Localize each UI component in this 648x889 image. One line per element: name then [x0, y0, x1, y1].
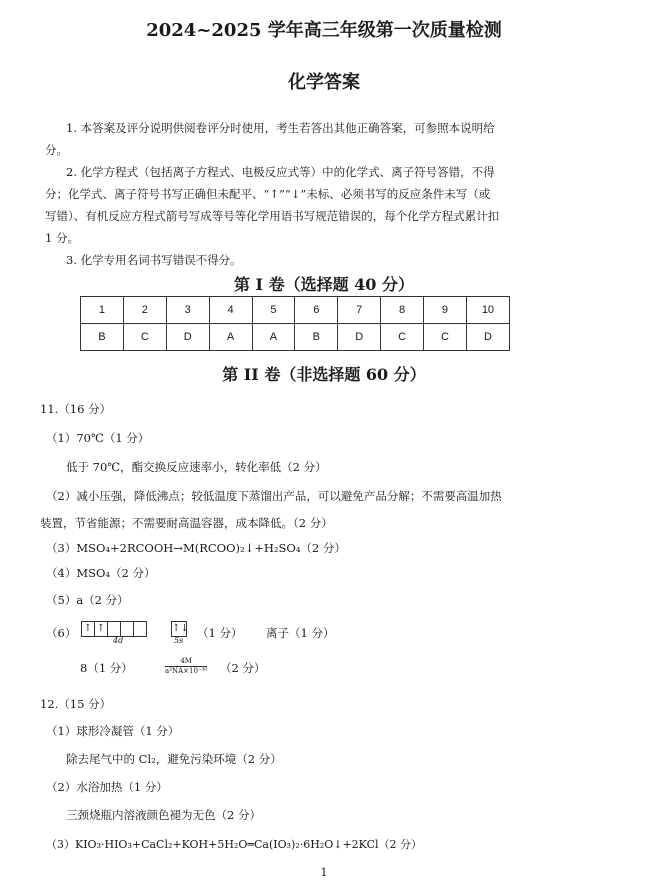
orbital-box: ↑ — [81, 621, 95, 637]
q11-part6-label: （6） — [46, 626, 77, 640]
question-number-cell: 2 — [123, 297, 166, 324]
q12-part1-detail: 除去尾气中的 Cl₂，避免污染环境（2 分） — [66, 752, 282, 766]
answer-cell: B — [295, 324, 338, 351]
orbital-diagram-4d — [82, 618, 147, 637]
page-number: 1 — [320, 866, 328, 879]
q11-part6-ion: 离子（1 分） — [266, 626, 335, 640]
q11-part2-line1: （2）减小压强，降低沸点；较低温度下蒸馏出产品，可以避免产品分解；不需要高温加热 — [46, 489, 502, 503]
orbital-box: ↑ — [94, 621, 108, 637]
answer-table — [80, 296, 510, 351]
question-number-cell: 8 — [381, 297, 424, 324]
answer-cell: C — [381, 324, 424, 351]
orbital-diagram-5s — [172, 618, 187, 637]
q11-part2-line2: 装置，节省能源；不需要耐高温容器，成本降低。（2 分） — [40, 516, 333, 530]
fraction — [165, 657, 207, 676]
orbital-box — [133, 621, 147, 637]
answer-cell: D — [338, 324, 381, 351]
answer-cell: C — [123, 324, 166, 351]
q11-part6-coordination: 8（1 分） — [80, 661, 133, 675]
question-number-cell: 3 — [166, 297, 209, 324]
q11-part6-score: （1 分） — [197, 626, 243, 640]
q12-heading: 12.（15 分） — [40, 697, 112, 711]
question-number-cell: 5 — [252, 297, 295, 324]
answer-table-number-row — [81, 297, 510, 324]
question-number-cell: 10 — [466, 297, 509, 324]
fraction-denominator: a³NA×10⁻³⁰ — [165, 667, 208, 675]
question-number-cell: 4 — [209, 297, 252, 324]
note-1a: 1. 本答案及评分说明供阅卷评分时使用，考生若答出其他正确答案，可参照本说明给 — [66, 121, 495, 135]
q11-part6-fraction-score: （2 分） — [220, 661, 266, 675]
fraction-numerator: 4M — [165, 657, 207, 667]
q12-part2: （2）水浴加热（1 分） — [46, 780, 168, 794]
q11-part1: （1）70℃（1 分） — [46, 431, 150, 445]
document-subtitle: 化学答案 — [288, 72, 360, 93]
note-2a: 2. 化学方程式（包括离子方程式、电极反应式等）中的化学式、离子符号答错，不得 — [66, 165, 495, 179]
q12-part1: （1）球形冷凝管（1 分） — [46, 724, 180, 738]
orbital-box — [107, 621, 121, 637]
answer-cell: B — [81, 324, 124, 351]
answer-cell: A — [209, 324, 252, 351]
note-3: 3. 化学专用名词书写错误不得分。 — [66, 253, 242, 267]
section1-title: 第 I 卷（选择题 40 分） — [233, 275, 415, 294]
note-2c: 写错）、有机反应方程式箭号写成等号等化学用语书写规范错误的，每个化学方程式累计扣 — [45, 209, 500, 223]
orbital-label-4d: 4d — [113, 636, 124, 645]
orbital-box — [120, 621, 134, 637]
answer-cell: A — [252, 324, 295, 351]
q12-part2-detail: 三颈烧瓶内溶液颜色褪为无色（2 分） — [66, 808, 261, 822]
q11-heading: 11.（16 分） — [40, 402, 112, 416]
density-fraction — [165, 656, 207, 676]
answer-cell: D — [166, 324, 209, 351]
q11-part1-detail: 低于 70℃，酯交换反应速率小，转化率低（2 分） — [66, 460, 327, 474]
answer-cell: D — [466, 324, 509, 351]
note-2b: 分；化学式、离子符号书写正确但未配平、“↑”“↓”未标、必须书写的反应条件未写（或 — [45, 187, 491, 201]
question-number-cell: 6 — [295, 297, 338, 324]
q12-part3: （3）KIO₃·HIO₃+CaCl₂+KOH+5H₂O═Ca(IO₃)₂·6H₂O↓+2KCl（2 分） — [46, 838, 423, 851]
question-number-cell: 7 — [338, 297, 381, 324]
q11-part5: （5）a（2 分） — [46, 593, 129, 607]
orbital-label-5s: 5s — [174, 636, 184, 645]
question-number-cell: 9 — [424, 297, 467, 324]
answer-cell: C — [424, 324, 467, 351]
note-1b: 分。 — [45, 143, 68, 157]
answer-table-answer-row — [81, 324, 510, 351]
q11-part4: （4）MSO₄（2 分） — [46, 566, 156, 580]
question-number-cell: 1 — [81, 297, 124, 324]
section2-title: 第 II 卷（非选择题 60 分） — [222, 365, 426, 384]
orbital-box: ↑↓ — [171, 621, 187, 637]
q11-part3: （3）MSO₄+2RCOOH→M(RCOO)₂↓+H₂SO₄（2 分） — [46, 541, 346, 555]
note-2d: 1 分。 — [45, 231, 79, 245]
document-title: 2024~2025 学年高三年级第一次质量检测 — [146, 20, 502, 41]
